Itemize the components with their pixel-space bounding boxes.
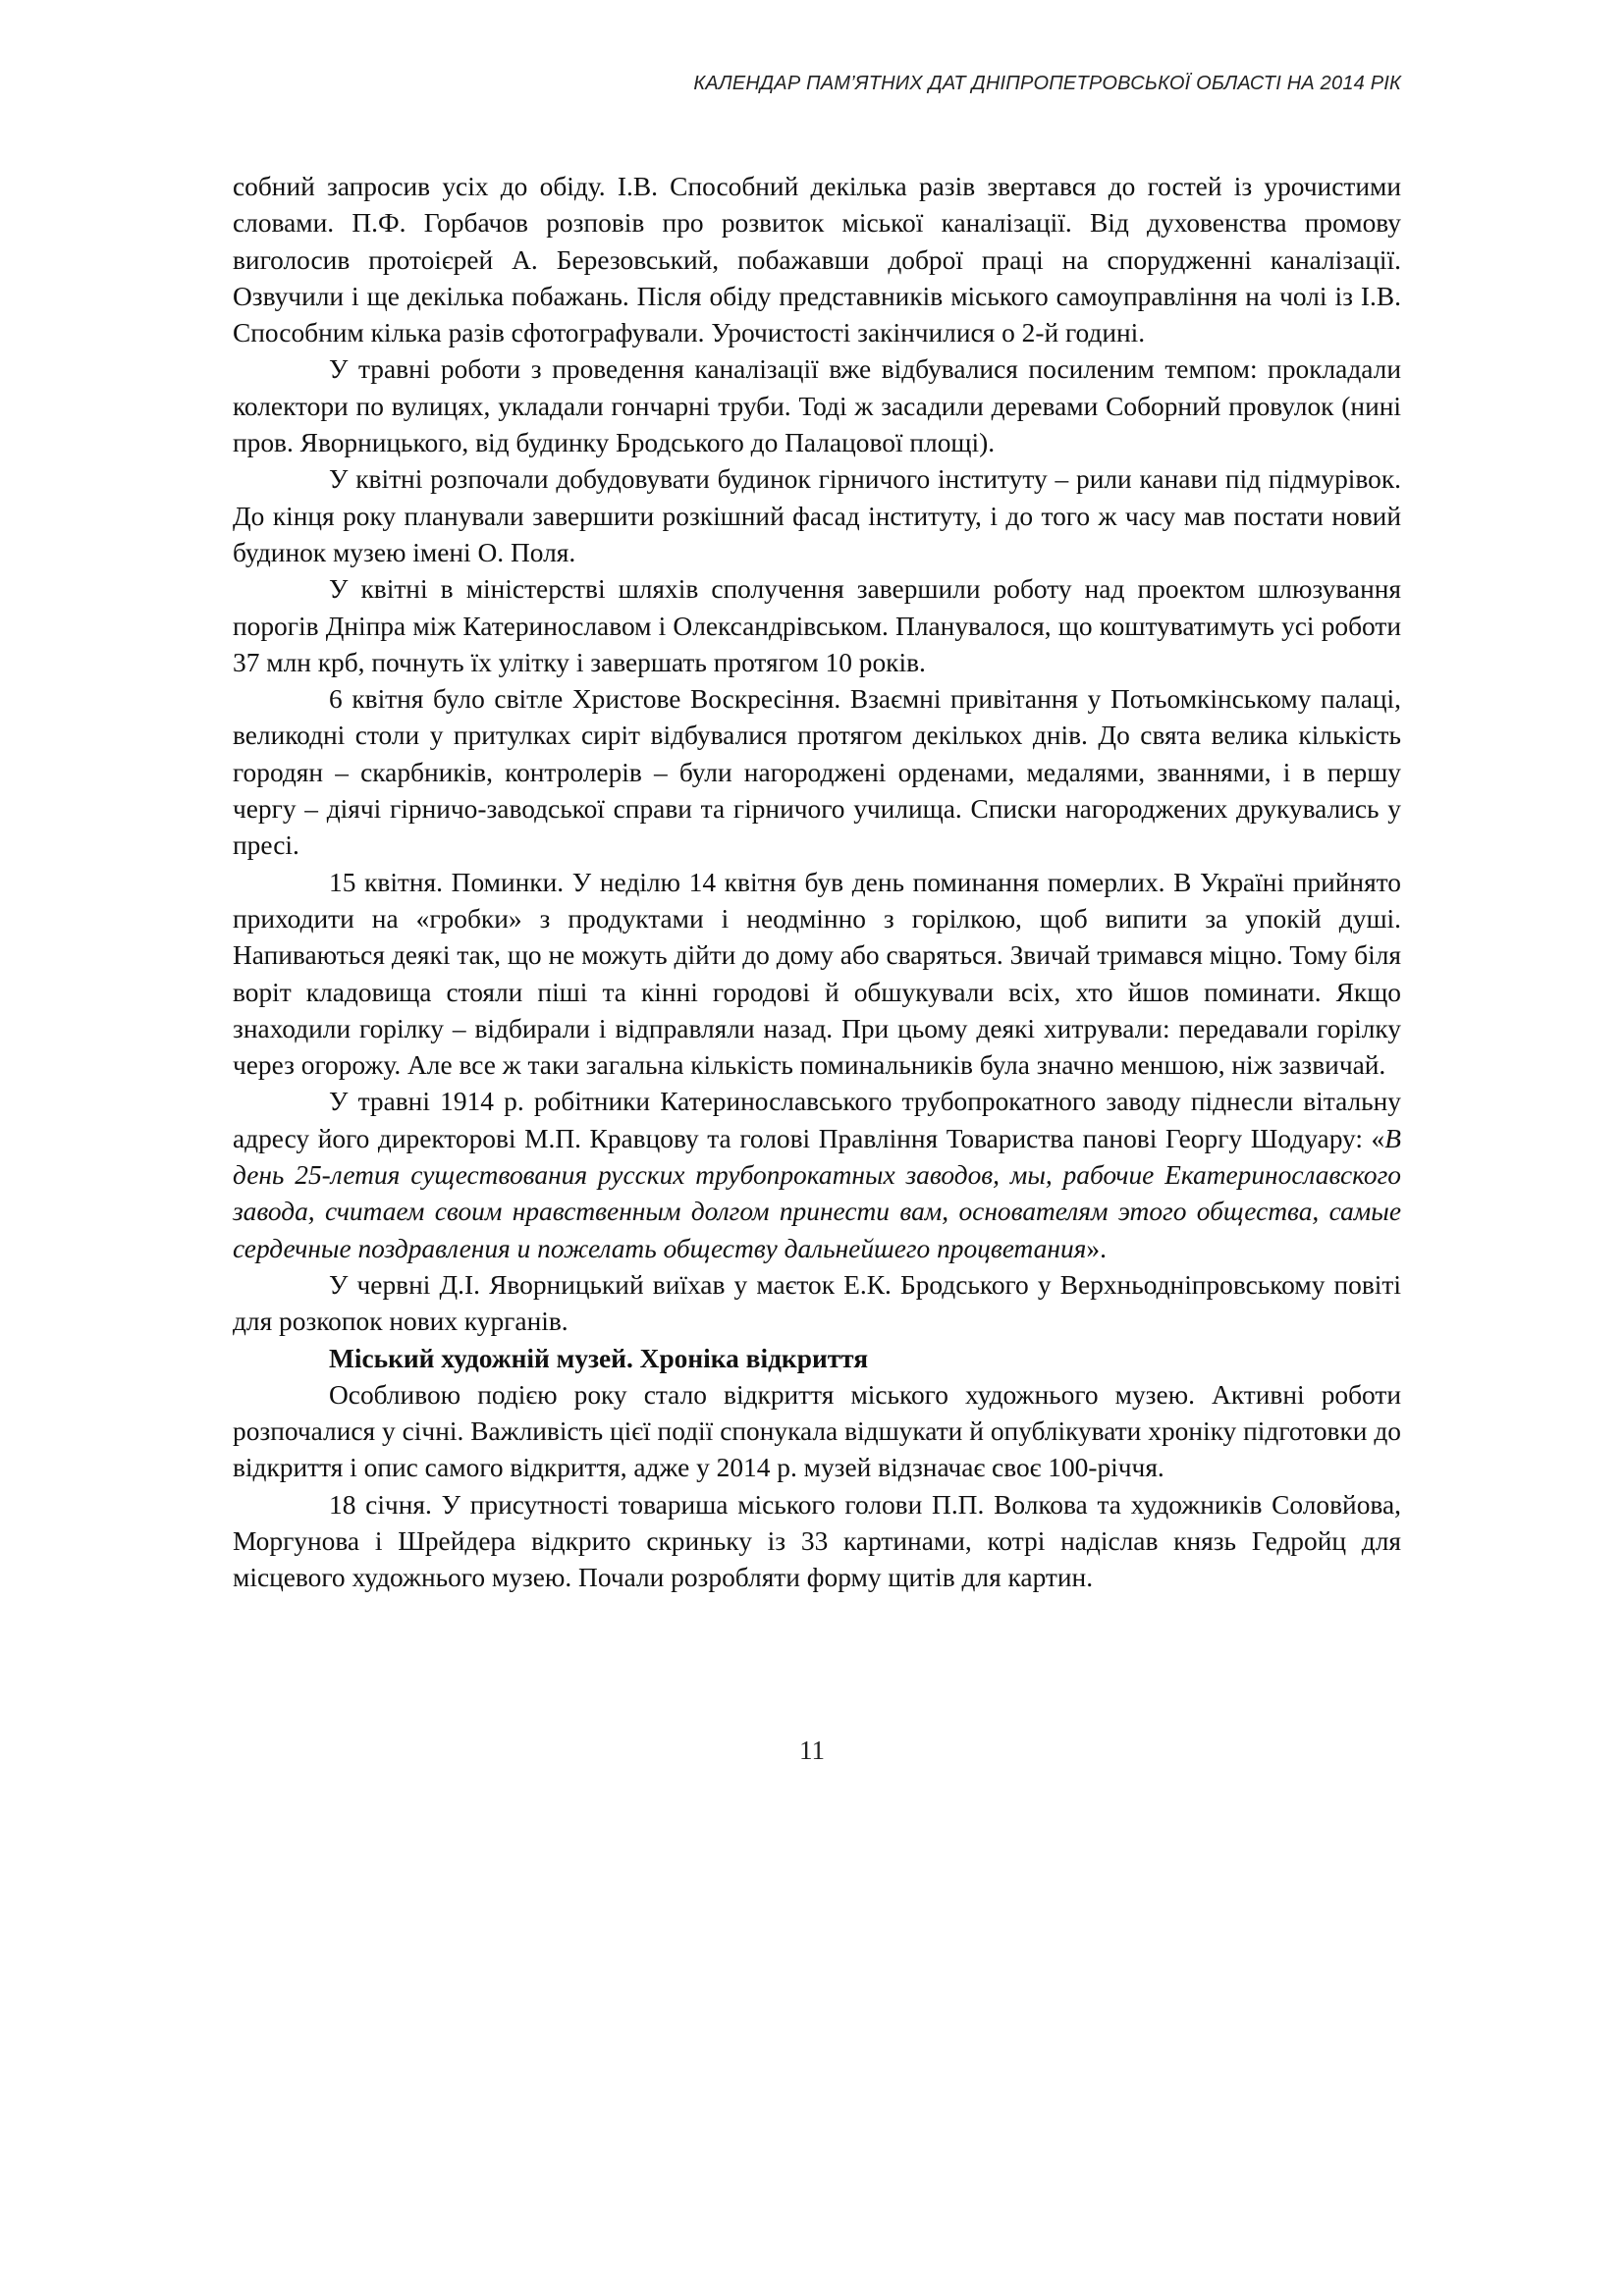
body-text — [233, 169, 1401, 1597]
quote-intro: У травні 1914 р. робітники Катеринославського трубопрокатного заводу піднесли вітальну адресу його директорові М.П. Кравцову та голові Правління Товариства панові Георгу Шодуару: « — [233, 1087, 1401, 1153]
running-header: КАЛЕНДАР ПАМ’ЯТНИХ ДАТ ДНІПРОПЕТРОВСЬКОЇ ОБЛАСТІ НА 2014 РІК — [693, 73, 1401, 94]
quote-closing: ». — [1086, 1233, 1107, 1263]
paragraph: 6 квітня було світле Христове Воскресіння. Взаємні привітання у Потьомкінському палаці, великодні столи у притулках сиріт відбувалися протягом декількох днів. До свята велика кількість городян – скарбників, контролерів – були нагороджені орденами, медалями, званнями, і в першу чергу – діячі гірничо-заводської справи та гірничого училища. Списки нагороджених друкувались у пресі. — [233, 684, 1401, 861]
paragraph: У квітні в міністерстві шляхів сполучення завершили роботу над проектом шлюзування порогів Дніпра між Катеринославом і Олександрівськом. Планувалося, що коштуватимуть усі роботи 37 млн крб, почнуть їх улітку і завершать протягом 10 років. — [233, 574, 1401, 677]
paragraph: У квітні розпочали добудовувати будинок гірничого інституту – рили канави під підмурівок. До кінця року планували завершити розкішний фасад інституту, і до того ж часу мав постати новий будинок музею імені О. Поля. — [233, 464, 1401, 567]
section-heading: Міський художній музей. Хроніка відкриття — [329, 1343, 869, 1373]
quote-paragraph — [233, 1084, 1401, 1266]
paragraph: 15 квітня. Поминки. У неділю 14 квітня був день поминання померлих. В Україні прийнято приходити на «гробки» з продуктами і неодмінно з горілкою, щоб випити за упокій душі. Напиваються деякі так, що не можуть дійти до дому або сваряться. Звичай тримався міцно. Тому біля воріт кладовища стояли піші та кінні городові й обшукували всіх, хто йшов поминати. Якщо знаходили горілку – відбирали і відправляли назад. При цьому деякі хитрували: передавали горілку через огорожу. Але все ж таки загальна кількість поминальників була значно меншою, ніж зазвичай. — [233, 867, 1401, 1081]
page-number: 11 — [799, 1735, 825, 1765]
paragraph: У травні роботи з проведення каналізації вже відбувалися посиленим темпом: прокладали колектори по вулицях, укладали гончарні труби. Тоді ж засадили деревами Соборний провулок (нині пров. Яворницького, від будинку Бродського до Палацової площі). — [233, 354, 1401, 458]
section-paragraph: 18 січня. У присутності товариша міського голови П.П. Волкова та художників Соловйова, Моргунова і Шрейдера відкрито скриньку із 33 картинами, котрі надіслав князь Гедройц для місцевого художнього музею. Почали розробляти форму щитів для картин. — [233, 1489, 1401, 1593]
quote-italic: В день 25-летия существования русских трубопрокатных заводов, мы, рабочие Екатеринославского завода, считаем своим нравственным долгом принести вам, основателям этого общества, самые сердечные поздравления и пожелать обществу дальнейшего процветания — [233, 1123, 1401, 1263]
paragraph: У червні Д.І. Яворницький виїхав у маєток Е.К. Бродського у Верхньодніпровському повіті для розкопок нових курганів. — [233, 1269, 1401, 1337]
paragraph-continued: собний запросив усіх до обіду. І.В. Способний декілька разів звертався до гостей із урочистими словами. П.Ф. Горбачов розповів про розвиток міської каналізації. Від духовенства промову виголосив протоієрей А. Березовський, побажавши доброї праці на спорудженні каналізації. Озвучили і ще декілька побажань. Після обіду представників міського самоуправління на чолі із І.В. Способним кілька разів сфотографували. Урочистості закінчилися о 2-й годині. — [233, 172, 1401, 348]
section-paragraph: Особливою подією року стало відкриття міського художнього музею. Активні роботи розпочалися у січні. Важливість цієї події спонукала відшукати й опублікувати хроніку підготовки до відкриття і опис самого відкриття, адже у 2014 р. музей відзначає своє 100-річчя. — [233, 1379, 1401, 1483]
